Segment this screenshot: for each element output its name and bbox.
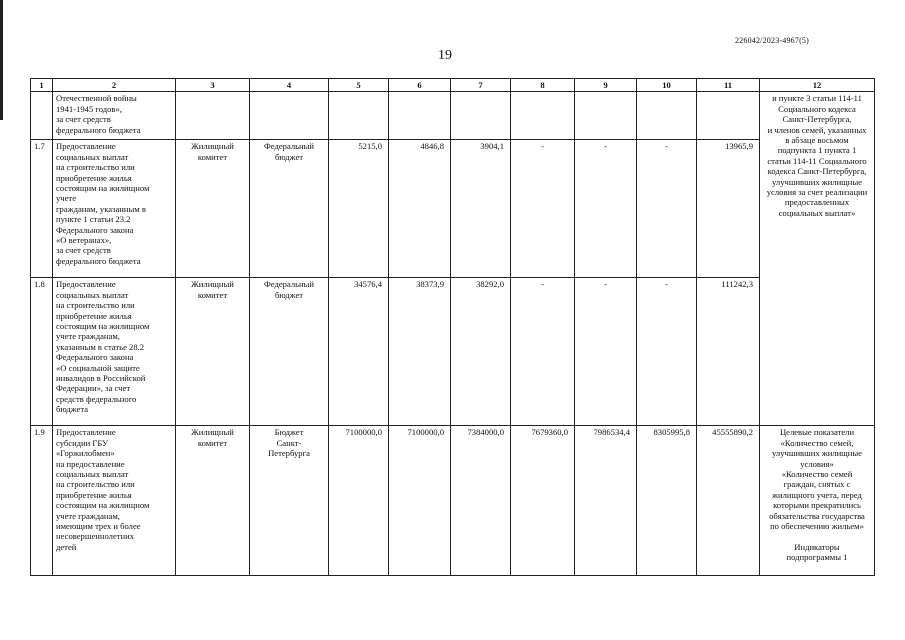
cell-v9: - (575, 278, 637, 426)
cell-source (250, 92, 329, 140)
table-row (31, 278, 875, 426)
cell-source: Федеральный бюджет (250, 140, 329, 278)
cell-v5: 34576,4 (329, 278, 389, 426)
col-header-3: 3 (176, 79, 250, 92)
cell-v8 (511, 92, 575, 140)
cell-v8: - (511, 278, 575, 426)
page-number: 19 (438, 48, 452, 63)
table-row (31, 426, 875, 576)
cell-num (31, 92, 53, 140)
cell-num: 1.8 (31, 278, 53, 426)
cell-v11: 111242,3 (697, 278, 760, 426)
page-edge-mark (0, 0, 3, 120)
col-header-7: 7 (451, 79, 511, 92)
cell-num: 1.9 (31, 426, 53, 576)
document-code: 226042/2023-4967(5) (734, 36, 809, 45)
cell-v9: 7986534,4 (575, 426, 637, 576)
col-header-4: 4 (250, 79, 329, 92)
cell-v5 (329, 92, 389, 140)
cell-name: Предоставление социальных выплат на строительство или приобретение жилья состоящим на жилищном учете гражданам, указанным в пункте 1 статьи 23.2 Федерального закона «О ветеранах», за счет средств федерального бюджета (53, 140, 176, 278)
cell-v6: 7100000,0 (389, 426, 451, 576)
table-row-continuation (31, 92, 875, 140)
cell-v9 (575, 92, 637, 140)
col-header-8: 8 (511, 79, 575, 92)
col-header-1: 1 (31, 79, 53, 92)
cell-v6 (389, 92, 451, 140)
cell-v8: 7679360,0 (511, 426, 575, 576)
col-header-2: 2 (53, 79, 176, 92)
cell-num: 1.7 (31, 140, 53, 278)
cell-v6: 4846,8 (389, 140, 451, 278)
col-header-11: 11 (697, 79, 760, 92)
col-header-10: 10 (637, 79, 697, 92)
col-header-12: 12 (760, 79, 875, 92)
cell-v5: 5215,0 (329, 140, 389, 278)
col-header-6: 6 (389, 79, 451, 92)
cell-v11 (697, 92, 760, 140)
cell-v11: 13965,9 (697, 140, 760, 278)
cell-executor: Жилищный комитет (176, 140, 250, 278)
cell-v5: 7100000,0 (329, 426, 389, 576)
cell-name: Предоставление социальных выплат на строительство или приобретение жилья состоящим на жилищном учете гражданам, указанным в статье 28.2 Федерального закона «О социальной защите инвалидов в Российской Федерации», за счет средств федерального бюджета (53, 278, 176, 426)
cell-note: Целевые показатели «Количество семей, улучшивших жилищные условия» «Количество семей граждан, снятых с жилищного учета, перед которыми прекратились обязательства государства по обеспечению жильем» Индикаторы подпрограммы 1 (760, 426, 875, 576)
cell-source: Бюджет Санкт- Петербурга (250, 426, 329, 576)
cell-v10: - (637, 278, 697, 426)
cell-v7 (451, 92, 511, 140)
cell-executor (176, 92, 250, 140)
cell-v7: 7384000,0 (451, 426, 511, 576)
col-header-5: 5 (329, 79, 389, 92)
cell-v9: - (575, 140, 637, 278)
cell-source: Федеральный бюджет (250, 278, 329, 426)
cell-name: Отечественной войны 1941-1945 годов», за счет средств федерального бюджета (53, 92, 176, 140)
table-row (31, 140, 875, 278)
cell-v11: 45555890,2 (697, 426, 760, 576)
cell-v7: 3904,1 (451, 140, 511, 278)
cell-v10: - (637, 140, 697, 278)
cell-v10 (637, 92, 697, 140)
cell-v10: 8305995,8 (637, 426, 697, 576)
cell-executor: Жилищный комитет (176, 426, 250, 576)
cell-note-top: и пункте 3 статьи 114-11 Социального кодекса Санкт-Петербурга, и членов семей, указанных в абзаце восьмом подпункта 1 пункта 1 статьи 114-11 Социального кодекса Санкт-Петербурга, улучшивших жилищные условия за счет реализации предоставленных социальных выплат» (760, 92, 875, 426)
cell-name: Предоставление субсидии ГБУ «Горжилобмен» на предоставление социальных выплат на строительство или приобретение жилья состоящим на жилищном учете гражданам, имеющим трех и более несовершеннолетних детей (53, 426, 176, 576)
header-row (31, 79, 875, 92)
cell-executor: Жилищный комитет (176, 278, 250, 426)
col-header-9: 9 (575, 79, 637, 92)
program-table (30, 78, 875, 576)
cell-v6: 38373,9 (389, 278, 451, 426)
cell-v8: - (511, 140, 575, 278)
cell-v7: 38292,0 (451, 278, 511, 426)
